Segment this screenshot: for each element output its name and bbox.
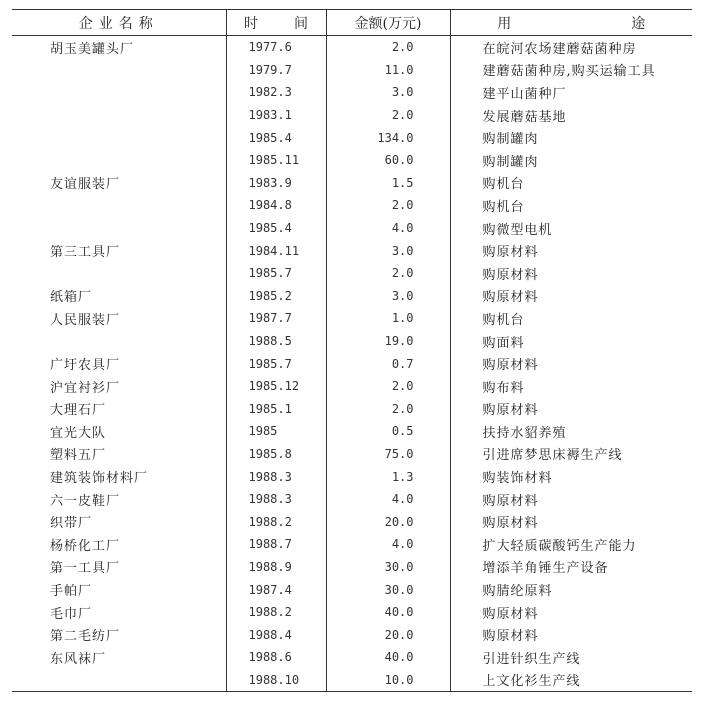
- enterprise-cell: 建筑装饰材料厂: [50, 471, 149, 487]
- table-row: [12, 465, 692, 488]
- enterprise-cell: 人民服装厂: [50, 312, 121, 328]
- amount-cell: 2.0: [326, 398, 450, 421]
- enterprise-cell: 毛巾厂: [50, 606, 93, 622]
- time-cell: 1985.7: [226, 262, 326, 285]
- enterprise-cell: 第三工具厂: [50, 245, 121, 261]
- time-cell: 1988.2: [226, 601, 326, 624]
- amount-cell: 1.3: [326, 465, 450, 488]
- table-row: [12, 36, 692, 59]
- purpose-cell: 发展蘑菇基地: [450, 104, 692, 127]
- enterprise-cell: [12, 194, 226, 217]
- enterprise-cell: 第一工具厂: [50, 561, 121, 577]
- purpose-cell: 购腈纶原料: [450, 578, 692, 601]
- purpose-cell: 购布料: [450, 375, 692, 398]
- enterprise-cell: 六一皮鞋厂: [50, 493, 121, 509]
- time-cell: 1983.1: [226, 104, 326, 127]
- amount-cell: 2.0: [326, 262, 450, 285]
- enterprise-cell: 友谊服装厂: [50, 177, 121, 193]
- amount-cell: 40.0: [326, 601, 450, 624]
- purpose-cell: 购制罐肉: [450, 126, 692, 149]
- table-row: [12, 533, 692, 556]
- table-row: [12, 398, 692, 421]
- enterprise-cell: 织带厂: [50, 516, 93, 532]
- table-row: [12, 375, 692, 398]
- time-cell: 1988.3: [226, 465, 326, 488]
- purpose-cell: 购装饰材料: [450, 465, 692, 488]
- time-cell: 1985.7: [226, 352, 326, 375]
- time-cell: 1984.11: [226, 239, 326, 262]
- time-cell: 1985.1: [226, 398, 326, 421]
- table-row: [12, 81, 692, 104]
- amount-cell: 1.5: [326, 172, 450, 195]
- amount-cell: 4.0: [326, 533, 450, 556]
- table-row: [12, 352, 692, 375]
- amount-cell: 11.0: [326, 59, 450, 82]
- time-cell: 1985.11: [226, 149, 326, 172]
- purpose-cell: 引进席梦思床褥生产线: [450, 443, 692, 466]
- purpose-cell: 在皖河农场建蘑菇菌种房: [450, 36, 692, 59]
- table-row: [12, 239, 692, 262]
- header-time-label-b: 间: [294, 15, 308, 32]
- table-row: [12, 172, 692, 195]
- enterprise-cell: 第二毛纺厂: [50, 629, 121, 645]
- enterprise-cell: 沪宜衬衫厂: [50, 380, 121, 396]
- time-cell: 1985.4: [226, 126, 326, 149]
- time-cell: 1985.2: [226, 285, 326, 308]
- time-cell: 1982.3: [226, 81, 326, 104]
- purpose-cell: 购微型电机: [450, 217, 692, 240]
- enterprise-cell: [12, 59, 226, 82]
- purpose-cell: 购原材料: [450, 352, 692, 375]
- purpose-cell: 购原材料: [450, 262, 692, 285]
- table-row: [12, 217, 692, 240]
- purpose-cell: 购原材料: [450, 623, 692, 646]
- enterprise-cell: 纸箱厂: [50, 290, 93, 306]
- header-enterprise-label: 企业名称: [78, 15, 159, 32]
- enterprise-cell: [12, 330, 226, 353]
- table-row: [12, 126, 692, 149]
- enterprise-cell: [12, 104, 226, 127]
- table-body: [12, 36, 692, 692]
- enterprise-cell: 胡玉美罐头厂: [50, 41, 135, 57]
- amount-cell: 20.0: [326, 623, 450, 646]
- time-cell: 1987.4: [226, 578, 326, 601]
- time-cell: 1988.5: [226, 330, 326, 353]
- enterprise-cell: 杨桥化工厂: [50, 538, 121, 554]
- enterprise-cell: [12, 126, 226, 149]
- amount-cell: 30.0: [326, 556, 450, 579]
- time-cell: 1985.12: [226, 375, 326, 398]
- enterprise-cell: 手帕厂: [50, 584, 93, 600]
- purpose-cell: 购机台: [450, 194, 692, 217]
- loan-table: [12, 9, 692, 692]
- amount-cell: 2.0: [326, 194, 450, 217]
- amount-cell: 19.0: [326, 330, 450, 353]
- table-row: [12, 601, 692, 624]
- purpose-cell: 扶持水貂养殖: [450, 420, 692, 443]
- time-cell: 1988.9: [226, 556, 326, 579]
- header-time: [226, 10, 326, 36]
- purpose-cell: 购面料: [450, 330, 692, 353]
- amount-cell: 20.0: [326, 510, 450, 533]
- amount-cell: 3.0: [326, 285, 450, 308]
- header-purpose: [450, 10, 692, 36]
- purpose-cell: 建平山菌种厂: [450, 81, 692, 104]
- amount-cell: 4.0: [326, 488, 450, 511]
- amount-cell: 40.0: [326, 646, 450, 669]
- header-amount: [326, 10, 450, 36]
- amount-cell: 1.0: [326, 307, 450, 330]
- enterprise-cell: 塑料五厂: [50, 448, 107, 464]
- time-cell: 1983.9: [226, 172, 326, 195]
- time-cell: 1988.7: [226, 533, 326, 556]
- amount-cell: 60.0: [326, 149, 450, 172]
- time-cell: 1988.4: [226, 623, 326, 646]
- amount-cell: 134.0: [326, 126, 450, 149]
- enterprise-cell: 东风袜厂: [50, 651, 107, 667]
- amount-cell: 3.0: [326, 239, 450, 262]
- time-cell: 1985: [226, 420, 326, 443]
- amount-cell: 3.0: [326, 81, 450, 104]
- time-cell: 1979.7: [226, 59, 326, 82]
- time-cell: 1977.6: [226, 36, 326, 59]
- time-cell: 1988.10: [226, 669, 326, 692]
- table-row: [12, 556, 692, 579]
- header-amount-label: 金额(万元): [354, 15, 422, 32]
- purpose-cell: 购机台: [450, 307, 692, 330]
- header-purpose-label-b: 途: [631, 15, 646, 32]
- table-row: [12, 646, 692, 669]
- header-time-label-a: 时: [244, 15, 258, 32]
- table-row: [12, 443, 692, 466]
- amount-cell: 0.7: [326, 352, 450, 375]
- table-row: [12, 104, 692, 127]
- purpose-cell: 购原材料: [450, 510, 692, 533]
- time-cell: 1988.6: [226, 646, 326, 669]
- enterprise-cell: 广圩农具厂: [50, 358, 121, 374]
- amount-cell: 30.0: [326, 578, 450, 601]
- purpose-cell: 增添羊角锤生产设备: [450, 556, 692, 579]
- purpose-cell: 购原材料: [450, 601, 692, 624]
- enterprise-cell: 宜光大队: [50, 425, 107, 441]
- table-row: [12, 285, 692, 308]
- table-row: [12, 669, 692, 692]
- amount-cell: 0.5: [326, 420, 450, 443]
- header-row: [12, 10, 692, 36]
- time-cell: 1985.4: [226, 217, 326, 240]
- enterprise-cell: [12, 669, 226, 692]
- time-cell: 1988.3: [226, 488, 326, 511]
- time-cell: 1985.8: [226, 443, 326, 466]
- enterprise-cell: [12, 149, 226, 172]
- purpose-cell: 建蘑菇菌种房,购买运输工具: [450, 59, 692, 82]
- amount-cell: 10.0: [326, 669, 450, 692]
- purpose-cell: 引进针织生产线: [450, 646, 692, 669]
- table-row: [12, 307, 692, 330]
- table-row: [12, 623, 692, 646]
- purpose-cell: 上文化衫生产线: [450, 669, 692, 692]
- purpose-cell: 购原材料: [450, 285, 692, 308]
- amount-cell: 2.0: [326, 36, 450, 59]
- table-row: [12, 488, 692, 511]
- purpose-cell: 购制罐肉: [450, 149, 692, 172]
- time-cell: 1984.8: [226, 194, 326, 217]
- table-row: [12, 578, 692, 601]
- table-header: [12, 10, 692, 36]
- purpose-cell: 扩大轻质碳酸钙生产能力: [450, 533, 692, 556]
- time-cell: 1987.7: [226, 307, 326, 330]
- enterprise-cell: [12, 217, 226, 240]
- purpose-cell: 购原材料: [450, 398, 692, 421]
- table-row: [12, 420, 692, 443]
- enterprise-cell: 大理石厂: [50, 403, 107, 419]
- table-row: [12, 194, 692, 217]
- header-purpose-label-a: 用: [497, 15, 512, 32]
- purpose-cell: 购原材料: [450, 239, 692, 262]
- time-cell: 1988.2: [226, 510, 326, 533]
- table-row: [12, 149, 692, 172]
- header-enterprise: [12, 10, 226, 36]
- amount-cell: 2.0: [326, 375, 450, 398]
- purpose-cell: 购机台: [450, 172, 692, 195]
- purpose-cell: 购原材料: [450, 488, 692, 511]
- enterprise-cell: [12, 81, 226, 104]
- table-row: [12, 510, 692, 533]
- amount-cell: 75.0: [326, 443, 450, 466]
- amount-cell: 2.0: [326, 104, 450, 127]
- table-row: [12, 330, 692, 353]
- enterprise-cell: [12, 262, 226, 285]
- table-row: [12, 59, 692, 82]
- amount-cell: 4.0: [326, 217, 450, 240]
- document-page: [12, 9, 692, 692]
- table-row: [12, 262, 692, 285]
